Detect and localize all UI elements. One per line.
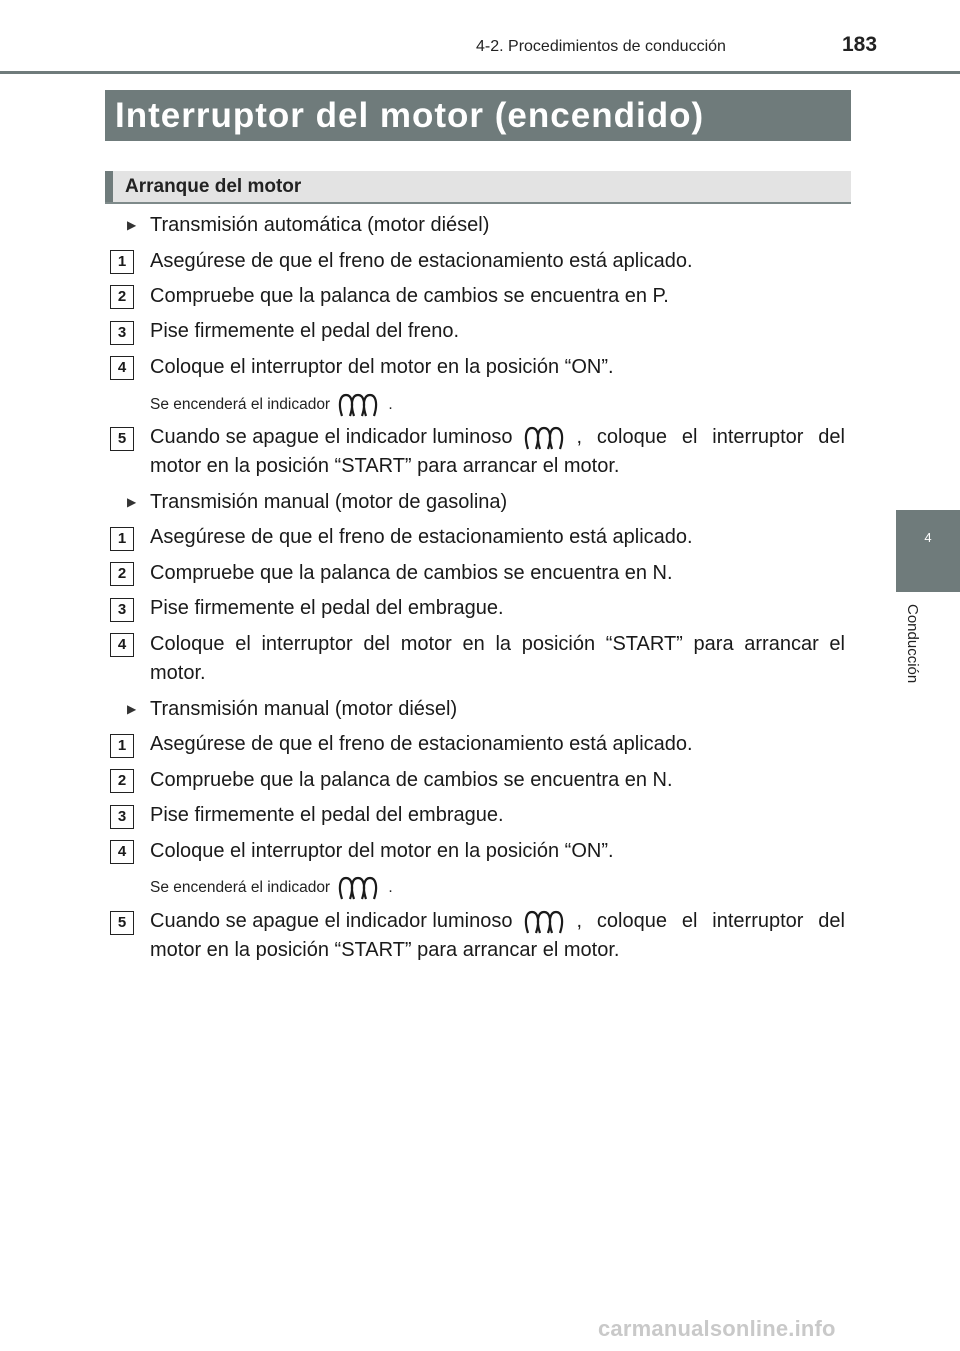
header-divider bbox=[0, 71, 960, 74]
step-text-part: , coloque el interruptor del bbox=[576, 426, 845, 448]
chapter-tab-label bbox=[905, 604, 925, 704]
step-number-badge: 5 bbox=[110, 911, 134, 935]
section-heading: Arranque del motor bbox=[125, 176, 302, 197]
chapter-tab-number: 4 bbox=[924, 530, 932, 545]
step-text: Asegúrese de que el freno de estacionamiento está aplicado. bbox=[150, 733, 693, 755]
step-number-badge: 3 bbox=[110, 321, 134, 345]
step-text-continued: motor en la posición “START” para arrancar el motor. bbox=[150, 939, 620, 961]
step-text: Compruebe que la palanca de cambios se encuentra en N. bbox=[150, 769, 673, 791]
step-number-badge: 2 bbox=[110, 562, 134, 586]
step-note-end: . bbox=[388, 396, 393, 414]
step-number-badge: 1 bbox=[110, 734, 134, 758]
step-text-part: Cuando se apague el indicador luminoso bbox=[150, 910, 513, 932]
chapter-tab[interactable] bbox=[896, 510, 960, 592]
section-heading-bar bbox=[105, 171, 851, 204]
step-number-badge: 2 bbox=[110, 285, 134, 309]
step-number-badge: 3 bbox=[110, 598, 134, 622]
step-text: Pise firmemente el pedal del embrague. bbox=[150, 597, 504, 619]
step-note bbox=[150, 875, 393, 901]
step-note-text: Se encenderá el indicador bbox=[150, 396, 331, 414]
step-text: Asegúrese de que el freno de estacionamiento está aplicado. bbox=[150, 250, 693, 272]
step-number-badge: 3 bbox=[110, 805, 134, 829]
section-heading-accent bbox=[105, 171, 113, 202]
step-number-badge: 4 bbox=[110, 840, 134, 864]
step-text-part: Cuando se apague el indicador luminoso bbox=[150, 426, 513, 448]
step-text-continued: motor. bbox=[150, 662, 206, 684]
triangle-bullet-icon: ▶ bbox=[127, 495, 137, 509]
group-heading: Transmisión automática (motor diésel) bbox=[150, 214, 490, 236]
step-note-text: Se encenderá el indicador bbox=[150, 879, 331, 897]
page-title-banner bbox=[105, 90, 851, 141]
step-text: Coloque el interruptor del motor en la posición “ON”. bbox=[150, 840, 614, 862]
step-text: Compruebe que la palanca de cambios se encuentra en N. bbox=[150, 562, 673, 584]
page-number: 183 bbox=[842, 33, 878, 56]
step-text: Asegúrese de que el freno de estacionamiento está aplicado. bbox=[150, 526, 693, 548]
step-text bbox=[150, 907, 845, 936]
step-number-badge: 4 bbox=[110, 356, 134, 380]
step-text bbox=[150, 423, 845, 452]
step-text: Coloque el interruptor del motor en la posición “ON”. bbox=[150, 356, 614, 378]
step-note bbox=[150, 392, 393, 418]
triangle-bullet-icon: ▶ bbox=[127, 702, 137, 716]
glow-plug-indicator-icon bbox=[524, 425, 570, 451]
step-text-part: , coloque el interruptor del bbox=[576, 910, 845, 932]
triangle-bullet-icon: ▶ bbox=[127, 218, 137, 232]
step-number-badge: 1 bbox=[110, 250, 134, 274]
glow-plug-indicator-icon bbox=[338, 875, 384, 901]
step-text-continued: motor en la posición “START” para arrancar el motor. bbox=[150, 455, 620, 477]
step-number-badge: 5 bbox=[110, 427, 134, 451]
step-number-badge: 2 bbox=[110, 769, 134, 793]
step-text: Compruebe que la palanca de cambios se encuentra en P. bbox=[150, 285, 669, 307]
group-heading: Transmisión manual (motor diésel) bbox=[150, 698, 458, 720]
step-number-badge: 4 bbox=[110, 633, 134, 657]
step-text: Pise firmemente el pedal del freno. bbox=[150, 320, 460, 342]
step-text: Coloque el interruptor del motor en la posición “START” para arrancar el bbox=[150, 633, 845, 655]
step-note-end: . bbox=[388, 879, 393, 897]
page-title: Interruptor del motor (encendido) bbox=[115, 96, 705, 135]
glow-plug-indicator-icon bbox=[524, 909, 570, 935]
step-number-badge: 1 bbox=[110, 527, 134, 551]
step-text: Pise firmemente el pedal del embrague. bbox=[150, 804, 504, 826]
running-header-section: 4-2. Procedimientos de conducción bbox=[476, 38, 726, 55]
group-heading: Transmisión manual (motor de gasolina) bbox=[150, 491, 508, 513]
chapter-tab-label-text: Conducción bbox=[904, 604, 921, 684]
glow-plug-indicator-icon bbox=[338, 392, 384, 418]
watermark-link[interactable]: carmanualsonline.info bbox=[598, 1316, 836, 1341]
